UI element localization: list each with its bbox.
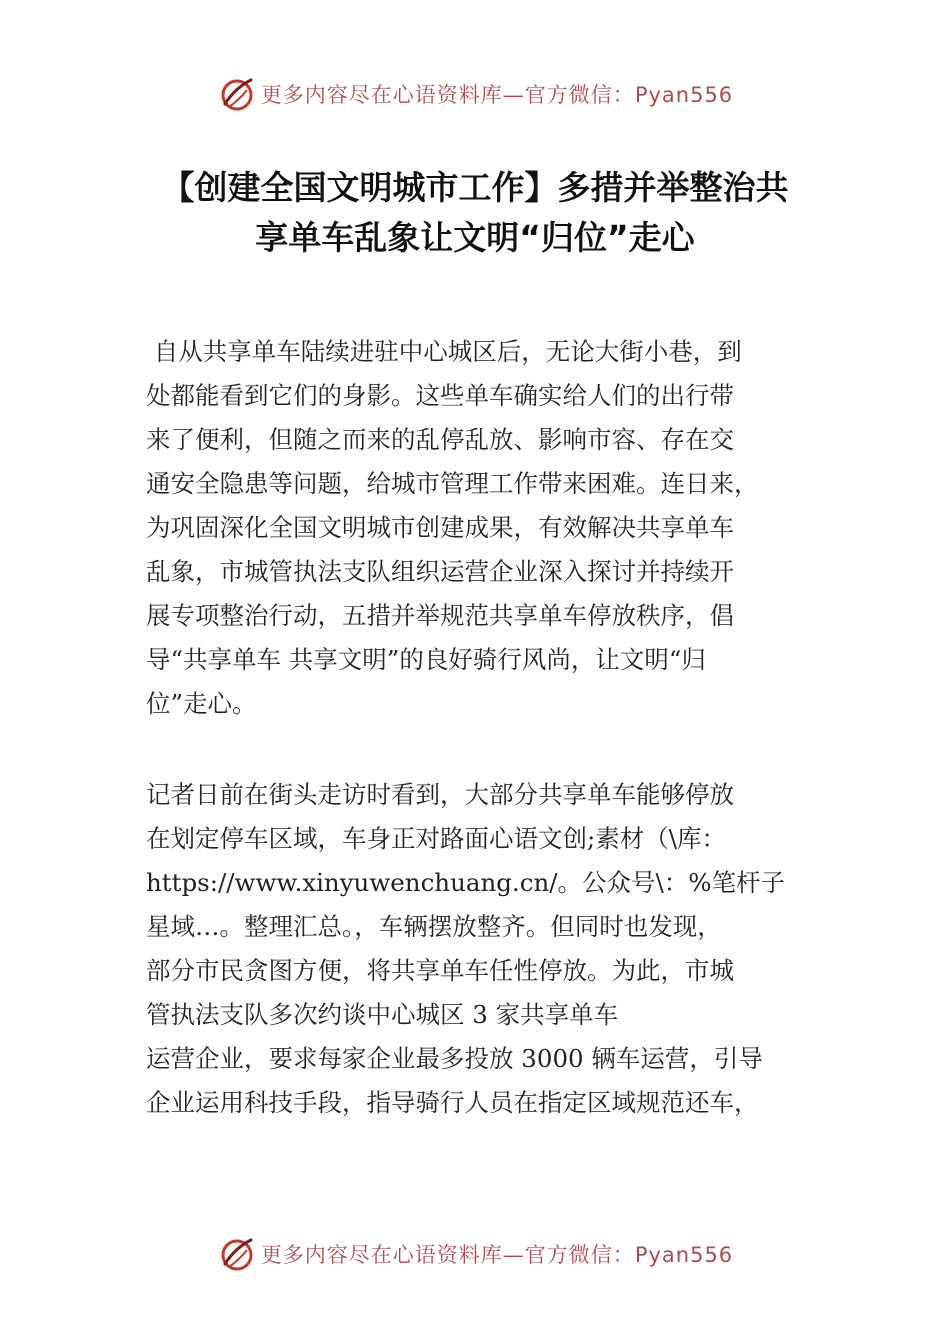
text-line: 部分市民贪图方便，将共享单车任性停放。为此，市城 [146, 956, 734, 985]
text-line: 导“共享单车 共享文明”的良好骑行风尚，让文明“归 [146, 645, 706, 674]
text-line: 自从共享单车陆续进驻中心城区后，无论大街小巷，到 [146, 337, 742, 366]
header-banner [0, 72, 950, 116]
title-line: 享单车乱象让文明“归位”走心 [255, 218, 695, 257]
text-line: 来了便利，但随之而来的乱停乱放、影响市容、存在交 [146, 425, 734, 454]
text-line: 处都能看到它们的身影。这些单车确实给人们的出行带 [146, 381, 734, 410]
text-line: 乱象，市城管执法支队组织运营企业深入探讨并持续开 [146, 557, 734, 586]
text-line: 管执法支队多次约谈中心城区 3 家共享单车 [146, 1000, 619, 1029]
footer-banner [0, 1232, 950, 1276]
text-line: 企业运用科技手段，指导骑行人员在指定区域规范还车， [146, 1088, 759, 1117]
title-line: 【创建全国文明城市工作】多措并举整治共 [161, 168, 789, 207]
text-line: https://www.xinyuwenchuang.cn/。公众号\：%笔杆子 [146, 868, 786, 897]
banner-text: 更多内容尽在心语资料库—官方微信：Pyan556 [260, 83, 734, 107]
text-line: 星域…。整理汇总。，车辆摆放整齐。但同时也发现， [146, 912, 722, 941]
text-line: 展专项整治行动，五措并举规范共享单车停放秩序，倡 [146, 601, 734, 630]
text-line: 在划定停车区域，车身正对路面心语文创;素材（\库： [146, 824, 727, 853]
text-line: 通安全隐患等问题，给城市管理工作带来困难。连日来， [146, 469, 759, 498]
document-title [120, 163, 830, 263]
text-line: 为巩固深化全国文明城市创建成果，有效解决共享单车 [146, 513, 734, 542]
text-line: 记者日前在街头走访时看到，大部分共享单车能够停放 [146, 780, 734, 809]
banner-text: 更多内容尽在心语资料库—官方微信：Pyan556 [260, 1243, 734, 1267]
paragraph-2 [146, 773, 826, 1125]
paragraph-1 [146, 330, 826, 726]
brush-logo-icon [217, 74, 257, 114]
text-line: 位”走心。 [146, 689, 257, 718]
brush-logo-icon [217, 1234, 257, 1274]
wechat-id: Pyan556 [634, 83, 734, 107]
wechat-id: Pyan556 [634, 1243, 734, 1267]
text-line: 运营企业，要求每家企业最多投放 3000 辆车运营，引导 [146, 1044, 763, 1073]
